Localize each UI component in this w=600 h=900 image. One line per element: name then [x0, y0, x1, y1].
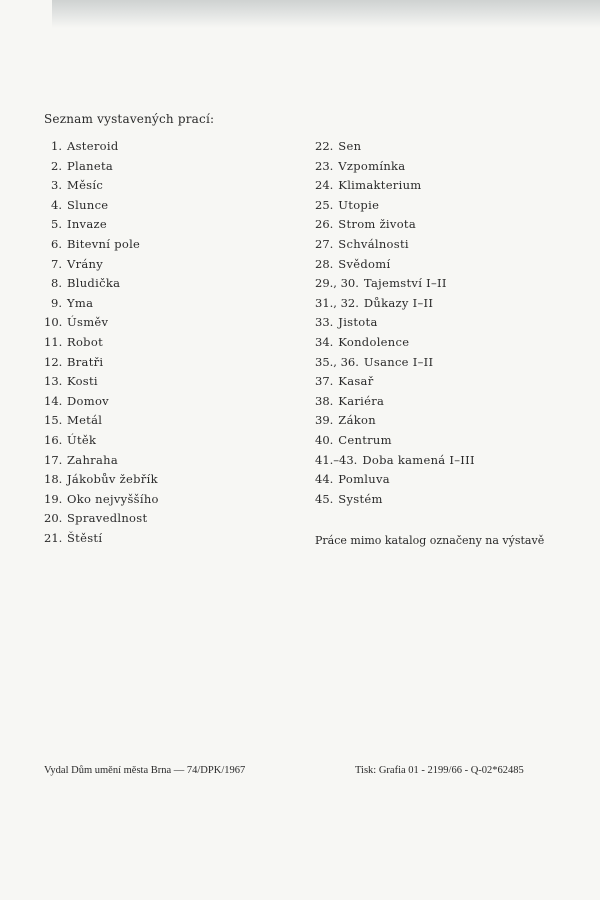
list-item: 10. Úsměv [44, 315, 109, 330]
list-item: 22. Sen [315, 139, 362, 153]
list-item: 2. Planeta [51, 158, 114, 173]
list-item: 20. Spravedlnost [44, 511, 148, 526]
list-item: 40. Centrum [315, 432, 392, 447]
catalog-note: Práce mimo katalog označeny na výstavě [315, 534, 545, 547]
list-item: 8. Bludička [51, 276, 121, 291]
list-item: 5. Invaze [51, 217, 107, 232]
list-item: 34. Kondolence [315, 334, 410, 349]
list-item: 33. Jistota [315, 315, 378, 330]
list-item: 18. Jákobův žebřík [44, 472, 158, 487]
list-item: 14. Domov [44, 393, 109, 408]
list-item: 3. Měsíc [51, 178, 104, 193]
list-item: 41.–43. Doba kamená I–III [315, 452, 475, 467]
list-item: 4. Slunce [51, 197, 109, 212]
list-item: 17. Zahraha [44, 452, 118, 467]
list-item: 37. Kasař [315, 374, 374, 389]
list-item: 9. Yma [51, 295, 94, 310]
list-item: 45. Systém [315, 491, 383, 506]
printer-imprint: Tisk: Grafia 01 - 2199/66 - Q-02*62485 [355, 765, 524, 776]
list-item: 25. Utopie [315, 197, 380, 212]
list-item: 12. Bratři [44, 354, 104, 369]
list-item: 19. Oko nejvyššího [44, 491, 159, 506]
list-item: 29., 30. Tajemství I–II [315, 276, 447, 291]
list-item: 13. Kosti [44, 374, 98, 389]
list-item: 24. Klimakterium [315, 178, 422, 193]
list-item: 1. Asteroid [51, 139, 119, 153]
list-item: 7. Vrány [51, 256, 104, 271]
list-item: 38. Kariéra [315, 393, 385, 408]
list-item: 21. Štěstí [44, 530, 103, 545]
works-list-right [315, 137, 475, 509]
list-item: 23. Vzpomínka [315, 158, 406, 173]
works-list-left [44, 137, 159, 548]
list-item: 44. Pomluva [315, 472, 390, 487]
scan-shadow [52, 0, 600, 28]
list-item: 31., 32. Důkazy I–II [315, 295, 434, 310]
list-item: 28. Svědomí [315, 256, 391, 271]
list-heading: Seznam vystavených prací: [44, 112, 215, 126]
list-item: 16. Útěk [44, 432, 97, 447]
list-item: 35., 36. Usance I–II [315, 354, 434, 369]
publisher-imprint: Vydal Dům umění města Brna — 74/DPK/1967 [44, 765, 246, 776]
list-item: 27. Schválnosti [315, 236, 409, 251]
list-item: 6. Bitevní pole [51, 236, 141, 251]
list-item: 39. Zákon [315, 413, 376, 428]
list-item: 11. Robot [44, 334, 103, 349]
list-item: 26. Strom života [315, 217, 417, 232]
list-item: 15. Metál [44, 413, 103, 428]
